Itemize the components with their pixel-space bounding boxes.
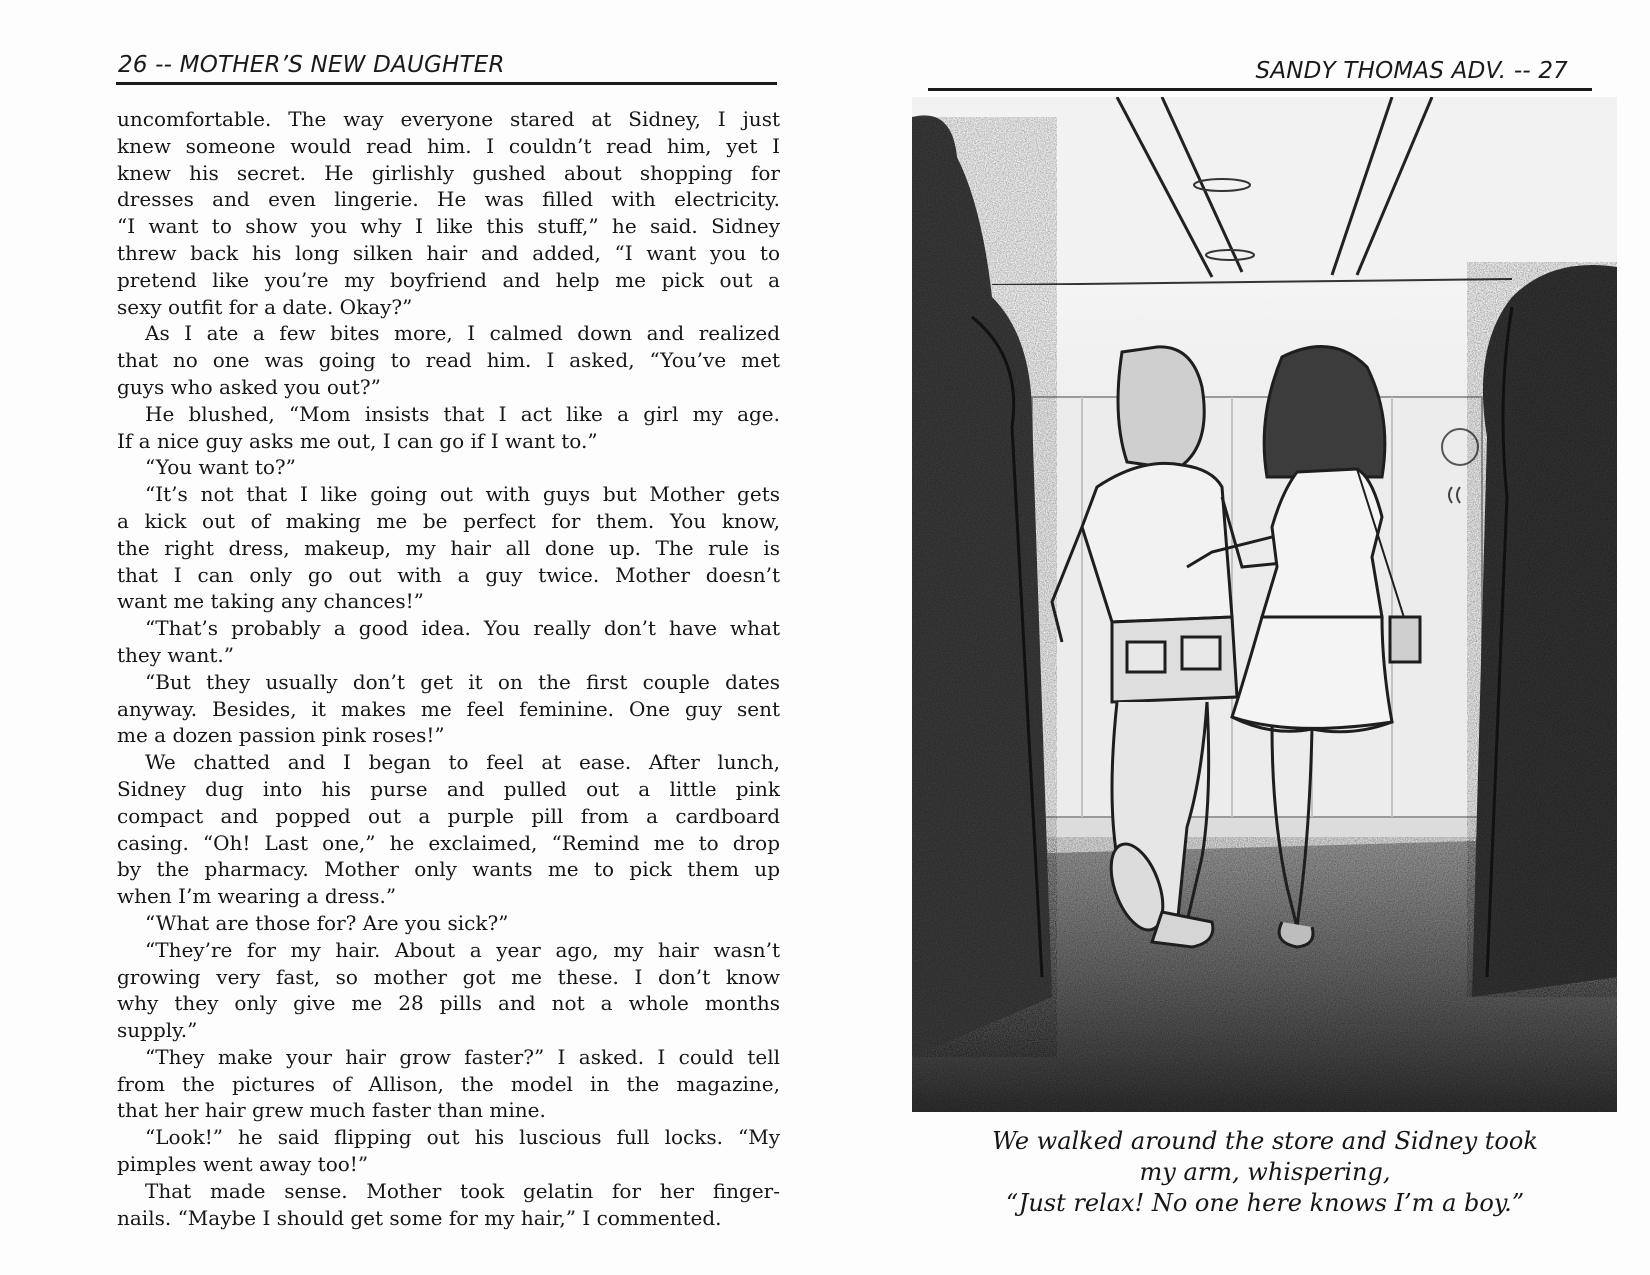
right-running-head: SANDY THOMAS ADV. -- 27: [1255, 58, 1568, 84]
text-line: nails. “Maybe I should get some for my hair,” I commented.: [117, 1205, 722, 1230]
text-line: that her hair grew much faster than mine.: [117, 1098, 546, 1123]
right-clothing-rack: [1467, 262, 1617, 997]
text-line: sexy outfit for a date. Okay?”: [117, 294, 413, 319]
text-line: pretend like you’re my boyfriend and help me pick out a: [117, 267, 780, 292]
text-line: That made sense. Mother took gelatin for her finger-: [145, 1178, 780, 1203]
text-line: threw back his long silken hair and added, “I want you to: [117, 240, 780, 265]
text-line: me a dozen passion pink roses!”: [117, 723, 445, 748]
text-line: He blushed, “Mom insists that I act like a girl my age.: [145, 401, 780, 426]
illustration-caption: [900, 1126, 1630, 1219]
text-line: If a nice guy asks me out, I can go if I want to.”: [117, 428, 598, 453]
caption-line: “Just relax! No one here knows I’m a boy.”: [1005, 1189, 1525, 1217]
text-line: “It’s not that I like going out with guys but Mother gets: [145, 482, 780, 507]
text-line: by the pharmacy. Mother only wants me to pick them up: [117, 857, 780, 882]
left-clothing-rack: [912, 115, 1057, 1057]
text-line: growing very fast, so mother got me these. I don’t know: [117, 964, 780, 989]
store-illustration: [912, 97, 1617, 1112]
text-line: “That’s probably a good idea. You really don’t have what: [145, 616, 780, 641]
text-line: “They’re for my hair. About a year ago, my hair wasn’t: [145, 937, 780, 962]
text-line: pimples went away too!”: [117, 1152, 369, 1177]
text-line: compact and popped out a purple pill from a cardboard: [117, 803, 780, 828]
caption-line: my arm, whispering,: [1139, 1158, 1391, 1186]
text-line: guys who asked you out?”: [117, 374, 381, 399]
text-line: “You want to?”: [145, 455, 296, 480]
text-line: they want.”: [117, 642, 234, 667]
caption-line: We walked around the store and Sidney took: [992, 1127, 1538, 1155]
left-body-text: [117, 106, 780, 1231]
text-line: a kick out of making me be perfect for them. You know,: [117, 508, 780, 533]
text-line: that I can only go out with a guy twice. Mother doesn’t: [117, 562, 780, 587]
text-line: when I’m wearing a dress.”: [117, 884, 397, 909]
text-line: We chatted and I began to feel at ease. After lunch,: [145, 750, 780, 775]
text-line: knew his secret. He girlishly gushed about shopping for: [117, 160, 780, 185]
text-line: “They make your hair grow faster?” I asked. I could tell: [145, 1044, 780, 1069]
text-line: anyway. Besides, it makes me feel feminine. One guy sent: [117, 696, 780, 721]
text-line: supply.”: [117, 1018, 198, 1043]
text-line: the right dress, makeup, my hair all done up. The rule is: [117, 535, 780, 560]
text-line: Sidney dug into his purse and pulled out a little pink: [117, 776, 780, 801]
text-line: why they only give me 28 pills and not a whole months: [117, 991, 780, 1016]
text-line: want me taking any chances!”: [117, 589, 424, 614]
text-line: uncomfortable. The way everyone stared at Sidney, I just: [117, 107, 780, 131]
text-line: dresses and even lingerie. He was filled with electricity.: [117, 187, 780, 212]
text-line: casing. “Oh! Last one,” he exclaimed, “Remind me to drop: [117, 830, 780, 855]
right-header-rule: [928, 88, 1592, 91]
text-line: from the pictures of Allison, the model in the magazine,: [117, 1071, 780, 1096]
text-line: “I want to show you why I like this stuff,” he said. Sidney: [117, 214, 780, 239]
left-header-rule: [116, 82, 777, 85]
text-line: “What are those for? Are you sick?”: [145, 910, 509, 935]
text-line: “But they usually don’t get it on the first couple dates: [145, 669, 780, 694]
text-line: knew someone would read him. I couldn’t read him, yet I: [117, 133, 780, 158]
text-line: “Look!” he said flipping out his luscious full locks. “My: [145, 1125, 780, 1150]
right-page: [880, 0, 1650, 1275]
text-line: that no one was going to read him. I asked, “You’ve met: [117, 348, 780, 373]
left-page: [0, 0, 820, 1275]
left-running-head: 26 -- MOTHER’S NEW DAUGHTER: [118, 52, 505, 78]
text-line: As I ate a few bites more, I calmed down and realized: [145, 321, 780, 346]
back-wall: [992, 285, 1512, 905]
